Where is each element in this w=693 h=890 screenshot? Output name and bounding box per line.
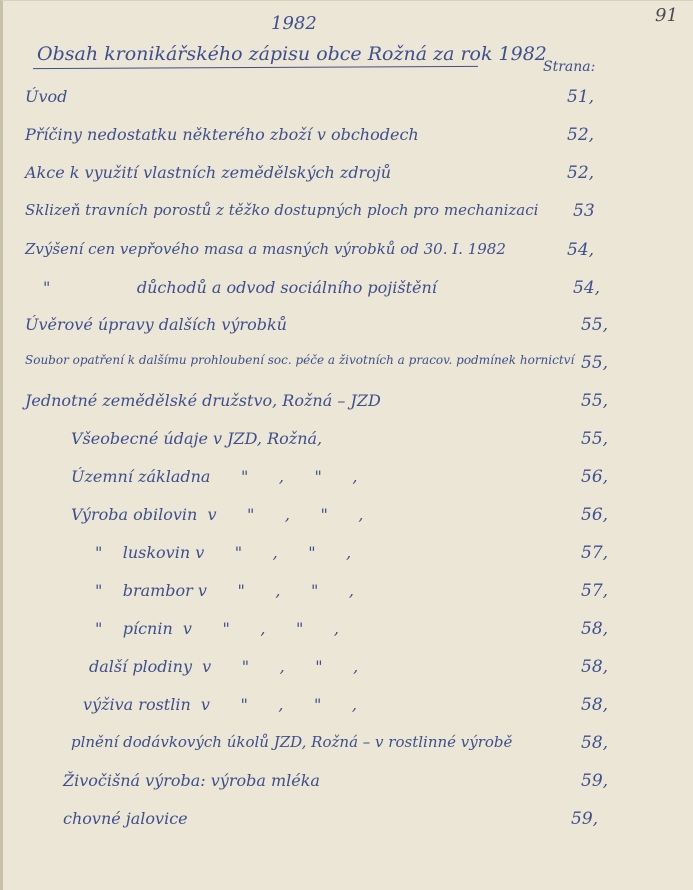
toc-entry-label: Příčiny nedostatku některého zboží v obchodech [25, 125, 419, 144]
toc-entry-page: 56, [581, 467, 609, 487]
toc-entry-page: 54, [567, 240, 595, 260]
toc-entry-label: Zvýšení cen vepřového masa a masných výrobků od 30. I. 1982 [25, 240, 506, 258]
toc-entry-label: " brambor v " , " , [95, 581, 354, 600]
toc-entry [3, 657, 693, 685]
toc-entry-page: 53 [573, 201, 595, 221]
toc-entry-label: výživa rostlin v " , " , [83, 695, 357, 714]
toc-entry-label: Jednotné zemědělské družstvo, Rožná – JZD [25, 391, 381, 410]
toc-entry-page: 52, [567, 163, 595, 183]
toc-entry-label: Všeobecné údaje v JZD, Rožná, [71, 429, 323, 448]
toc-entry-page: 51, [567, 87, 595, 107]
toc-entry [3, 429, 693, 457]
toc-entry-page: 55, [581, 429, 609, 449]
toc-entry-page: 58, [581, 657, 609, 677]
toc-entry-page: 57, [581, 581, 609, 601]
toc-entry-page: 52, [567, 125, 595, 145]
toc-entry-label: Úvod [25, 87, 68, 106]
toc-entry-label: Úvěrové úpravy dalších výrobků [25, 315, 287, 334]
toc-entry [3, 581, 693, 609]
toc-entry-page: 56, [581, 505, 609, 525]
toc-entry-page: 58, [581, 733, 609, 753]
toc-entry-page: 59, [581, 771, 609, 791]
toc-entry-page: 55, [581, 315, 609, 335]
toc-entry [3, 315, 693, 343]
toc-entry [3, 695, 693, 723]
toc-entry-page: 54, [573, 278, 601, 298]
toc-entry-label: plnění dodávkových úkolů JZD, Rožná – v rostlinné výrobě [71, 733, 513, 751]
page-number: 91 [655, 5, 678, 26]
toc-entry-label: " pícnin v " , " , [95, 619, 339, 638]
toc-entry [3, 809, 693, 837]
toc-entry [3, 163, 693, 191]
toc-entry-label: Akce k využití vlastních zemědělských zdrojů [25, 163, 392, 182]
toc-entry-page: 59, [571, 809, 599, 829]
toc-entry [3, 771, 693, 799]
toc-entry-label: Územní základna " , " , [71, 467, 358, 486]
toc-entry [3, 201, 693, 229]
toc-entry-label: Sklizeň travních porostů z těžko dostupných ploch pro mechanizaci [25, 201, 539, 219]
toc-entry-page: 58, [581, 695, 609, 715]
page-column-heading: Strana: [543, 59, 596, 75]
title-underline [33, 66, 478, 69]
toc-entry [3, 467, 693, 495]
toc-entry-page: 55, [581, 391, 609, 411]
toc-entry-label: další plodiny v " , " , [89, 657, 359, 676]
toc-entry [3, 543, 693, 571]
toc-entry [3, 87, 693, 115]
toc-entry-label: " luskovin v " , " , [95, 543, 352, 562]
toc-entry [3, 278, 693, 306]
toc-entry-label: " důchodů a odvod sociálního pojištění [43, 278, 437, 297]
toc-entry [3, 240, 693, 268]
document-title: Obsah kronikářského zápisu obce Rožná za rok 1982 [37, 43, 547, 65]
toc-entry-label: Výroba obilovin v " , " , [71, 505, 364, 524]
year-heading: 1982 [271, 13, 317, 34]
toc-entry-label: chovné jalovice [63, 809, 188, 828]
toc-entry-page: 55, [581, 353, 609, 373]
toc-entry [3, 391, 693, 419]
toc-entry-label: Soubor opatření k dalšímu prohloubení soc. péče a životních a pracov. podmínek hornictví [25, 353, 575, 367]
toc-entry [3, 733, 693, 761]
toc-entry-label: Živočišná výroba: výroba mléka [63, 771, 320, 790]
toc-entry-page: 58, [581, 619, 609, 639]
toc-entry [3, 125, 693, 153]
toc-entry-page: 57, [581, 543, 609, 563]
toc-entry [3, 353, 693, 381]
toc-entry [3, 619, 693, 647]
toc-entry [3, 505, 693, 533]
